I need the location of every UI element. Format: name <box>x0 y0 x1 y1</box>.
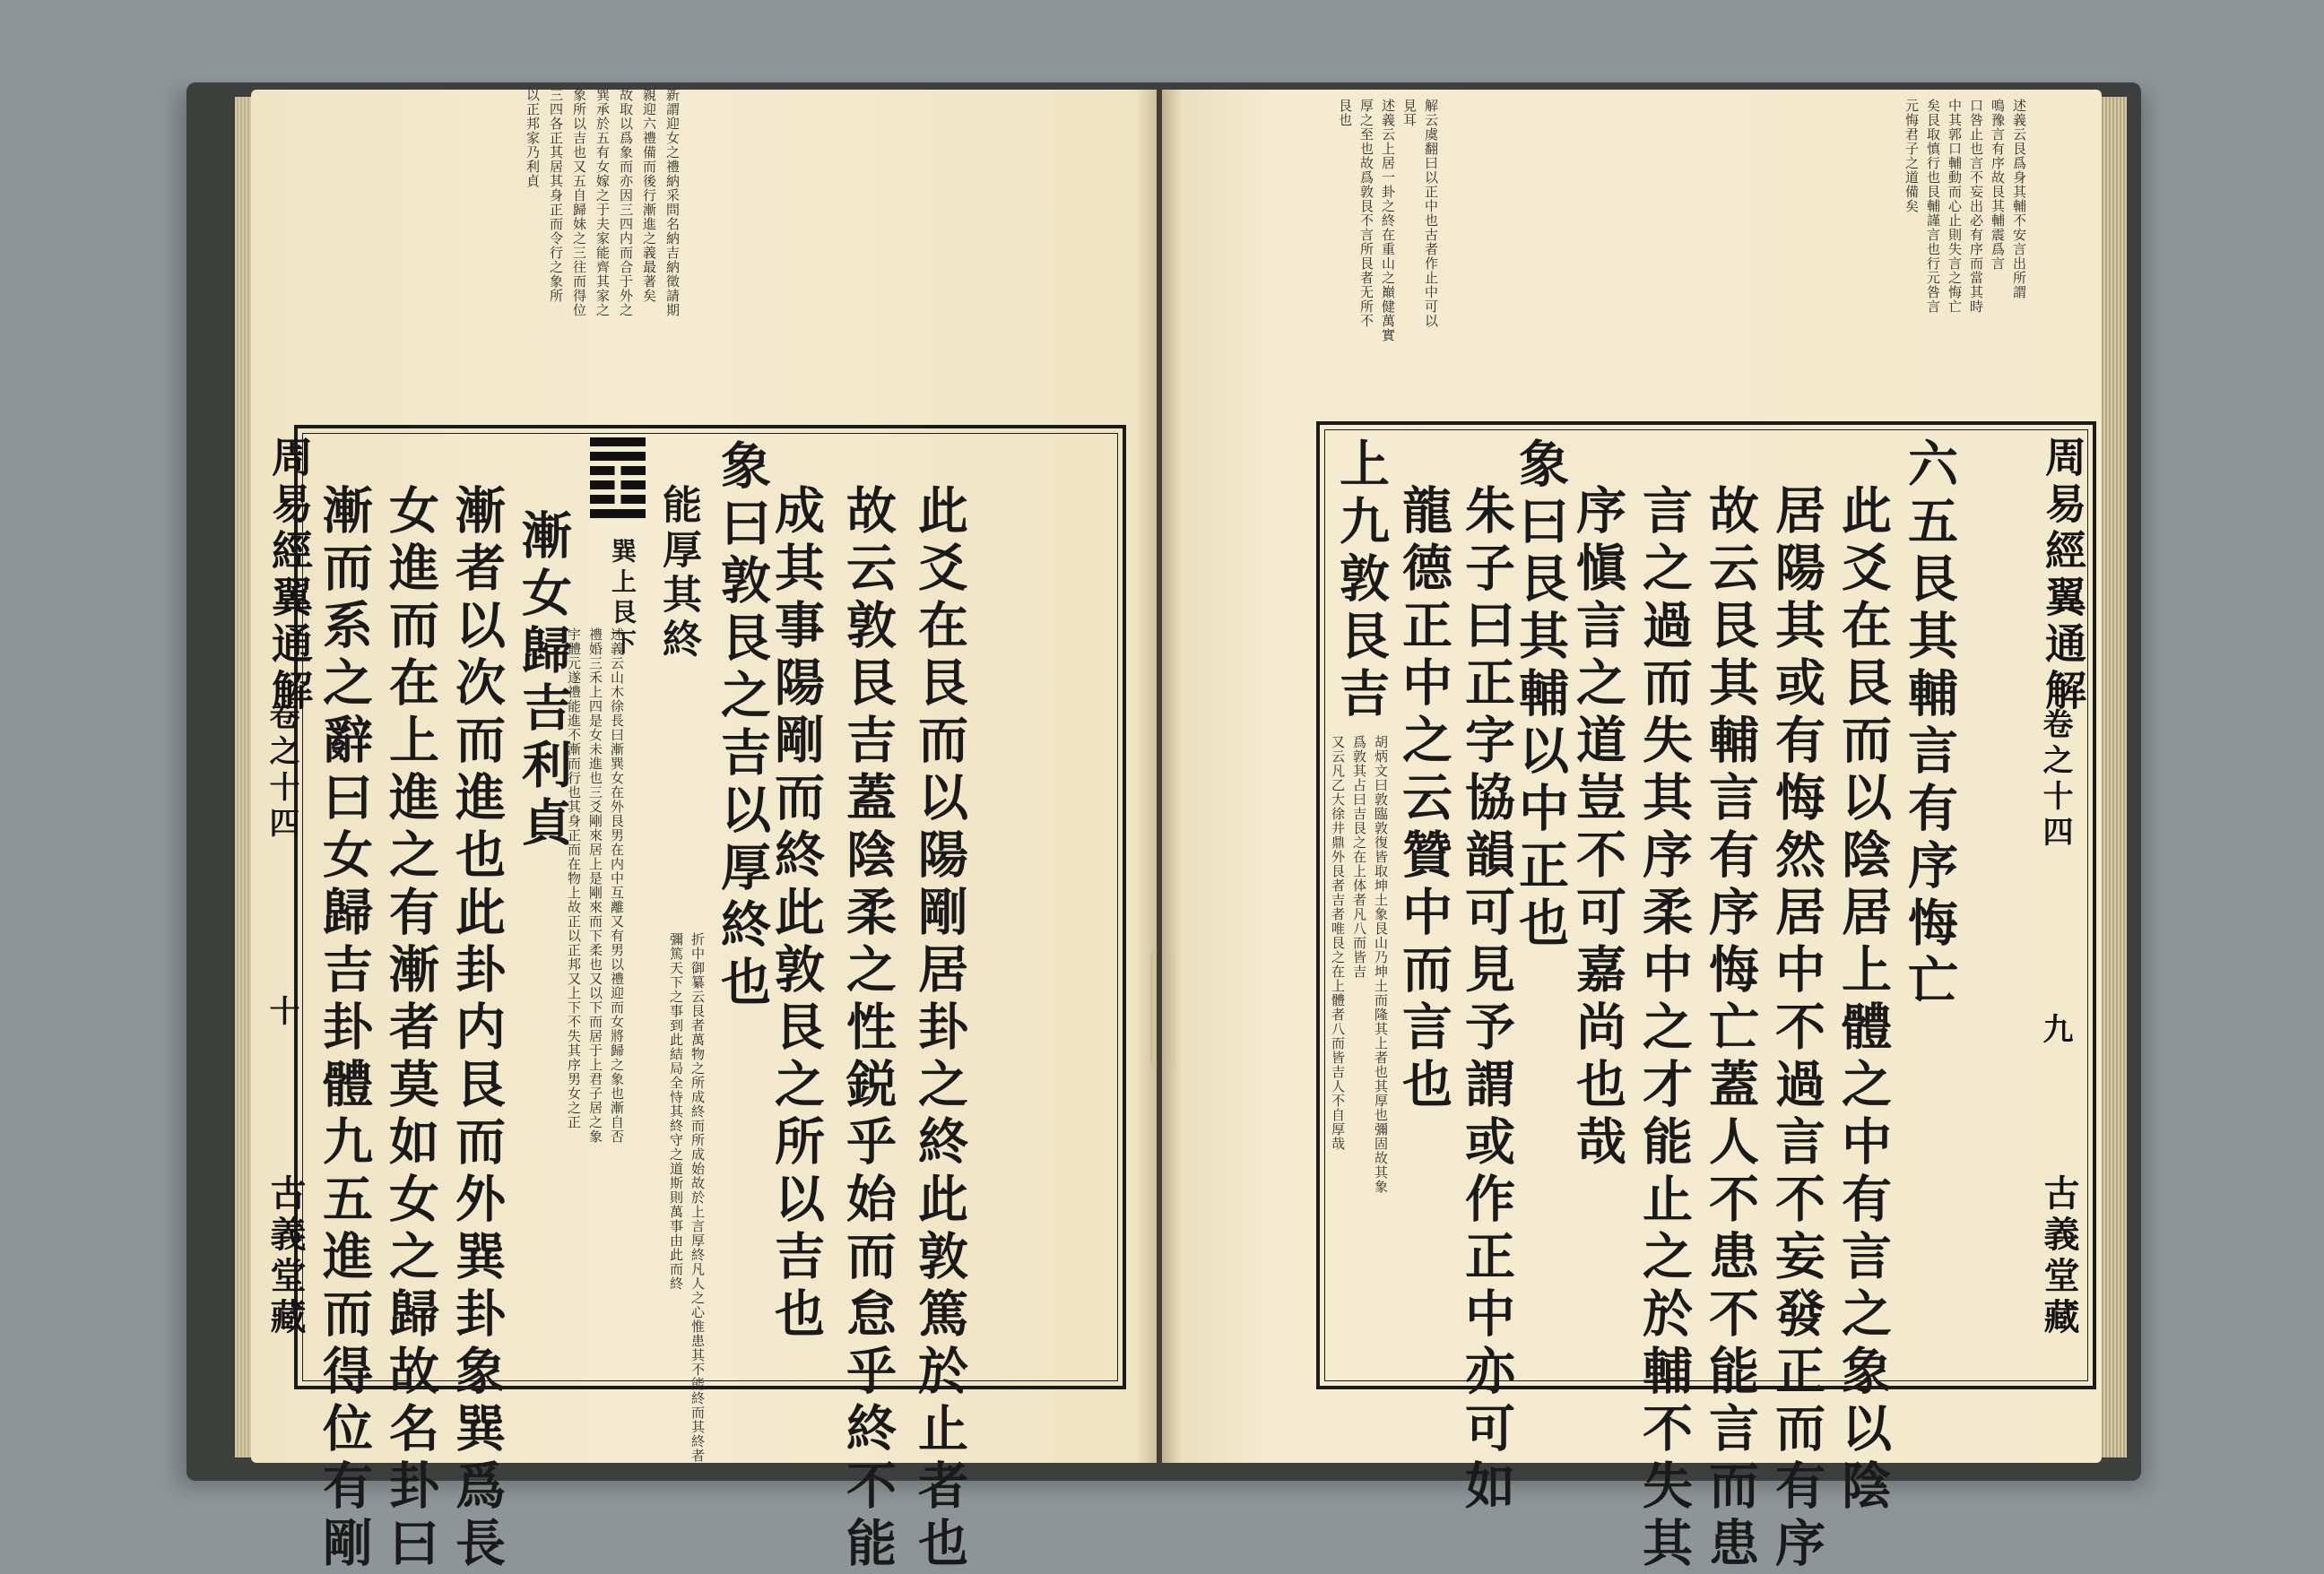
text-column: 女進而在上進之有漸者莫如女之歸故名卦曰 <box>381 484 440 1574</box>
note-column: 爲敦其占曰吉艮之在上体者凡八而皆吉 <box>1351 735 1367 979</box>
text-column: 六五艮其輔言有序悔亡 <box>1900 437 1959 1011</box>
left-fold-folio: 十 <box>264 995 299 1031</box>
note-column: 胡炳文曰敦臨敦復皆取坤土象艮山乃坤土而隆其上者也其厚也彌固故其象 <box>1373 735 1389 1194</box>
text-column: 漸而系之辭曰女歸吉卦體九五進而得位有剛 <box>315 484 374 1574</box>
note-column: 親迎六禮備而後行漸進之義最著矣 <box>641 88 657 303</box>
note-column: 解云虞翻曰以正中也古者作止中可以 <box>1423 99 1439 328</box>
note-column: 彌篤天下之事到此結局全恃其終守之道斯則萬事由此而終 <box>668 932 684 1291</box>
text-column: 故云敦艮吉蓋陰柔之性鋭乎始而怠乎終不能 <box>838 484 898 1574</box>
text-column: 象曰敦艮之吉以厚終也 <box>713 439 772 1013</box>
text-column: 序愼言之道豈不可嘉尚也哉 <box>1568 484 1627 1172</box>
text-column: 龍德正中之云贊中而言也 <box>1394 484 1453 1115</box>
page-edges-left <box>235 97 253 1457</box>
note-column: 鳴豫言有序故艮其輔震爲言 <box>1990 99 2006 271</box>
text-column: 上九敦艮吉 <box>1331 437 1391 724</box>
text-column: 漸女歸吉利貞 <box>514 509 573 853</box>
right-fold-volume: 卷之十四 <box>2037 708 2073 852</box>
note-column: 新謂迎女之禮納采問名納吉納徵請期 <box>664 88 681 317</box>
book-gutter <box>1137 90 1182 1463</box>
left-fold-title: 周易經翼通解 <box>265 436 314 715</box>
text-column: 故云艮其輔言有序悔亡蓋人不患不能言而患 <box>1701 484 1760 1574</box>
text-column: 居陽其或有悔然居中不過言不妄發正而有序 <box>1767 484 1826 1574</box>
note-column: 述義云艮爲身其輔不安言出所謂 <box>2011 99 2027 299</box>
note-column: 見耳 <box>1401 99 1418 127</box>
text-column: 此爻在艮而以陰居上體之中有言之象以陰 <box>1834 484 1893 1517</box>
note-column: 禮婚三禾上四是女未進也三爻剛來居上是剛來而下柔也又以下而居于上君子居之象 <box>587 627 603 1144</box>
note-column: 折中御纂云艮者萬物之所成終而所成始故於上言厚終凡人之心惟患其不能終而其終者 <box>689 932 706 1463</box>
note-column: 以正邦家乃利貞 <box>525 88 541 188</box>
text-column: 漸者以次而進也此卦内艮而外巽卦象巽爲長 <box>447 484 507 1574</box>
text-column: 成其事陽剛而終此敦艮之所以吉也 <box>767 484 826 1345</box>
note-column: 巽承於五有女嫁之于夫家能齊其家之 <box>594 88 611 317</box>
note-column: 述義云山木徐長曰漸巽女在外艮男在内中互離又有男以禮迎而女將歸之象也漸自否 <box>609 627 625 1144</box>
note-column: 故取以爲象而亦因三四内而合于外之 <box>618 88 634 317</box>
left-fold-publisher: 古義堂藏 <box>264 1174 307 1339</box>
text-column: 象曰艮其輔以中正也 <box>1511 437 1570 954</box>
note-column: 象所以吉也又五自歸妹之三往而得位 <box>571 88 587 317</box>
page-edges-right <box>2100 97 2127 1457</box>
left-fold-volume: 卷之十四 <box>264 699 299 843</box>
text-column: 言之過而失其序柔中之才能止之於輔不失其 <box>1635 484 1694 1574</box>
text-column: 朱子曰正字協韻可見予謂或作正中亦可如 <box>1457 484 1516 1517</box>
note-column: 元悔君子之道備矣 <box>1903 99 1920 213</box>
note-column: 宇體元遂禮能進不漸而行也其身正而在物上故正以正邦又上下不失其序男女之正 <box>566 627 582 1129</box>
hexagram-caption: 巽上艮下 <box>608 538 637 660</box>
note-column: 口咎止也言不妄出必有序而當其時 <box>1968 99 1984 314</box>
hexagram-jian-icon <box>590 437 646 523</box>
right-fold-title: 周易經翼通解 <box>2039 436 2087 715</box>
note-column: 艮也 <box>1337 99 1353 127</box>
text-column: 能厚其終 <box>655 484 701 663</box>
note-column: 厚之至也故爲敦艮不言所艮者无所不 <box>1358 99 1374 328</box>
right-fold-folio: 九 <box>2037 1013 2073 1049</box>
note-column: 三四各正其居其身正而令行之象所 <box>548 88 564 303</box>
right-fold-publisher: 古義堂藏 <box>2038 1174 2080 1339</box>
note-column: 又云凡乙大徐井鼎外艮者吉者唯艮之在上體者八而皆吉人不自厚哉 <box>1330 735 1346 1151</box>
note-column: 述義云上居一卦之終在重山之巔健萬實 <box>1380 99 1396 342</box>
note-column: 矣艮取慎行也艮輔謹言也行元咎言 <box>1925 99 1941 314</box>
text-column: 此爻在艮而以陽剛居卦之終此敦篤於止者也 <box>910 484 969 1574</box>
binding-thread <box>1150 950 1170 1067</box>
note-column: 中其郭口輔動而心止則失言之悔亡 <box>1947 99 1963 314</box>
